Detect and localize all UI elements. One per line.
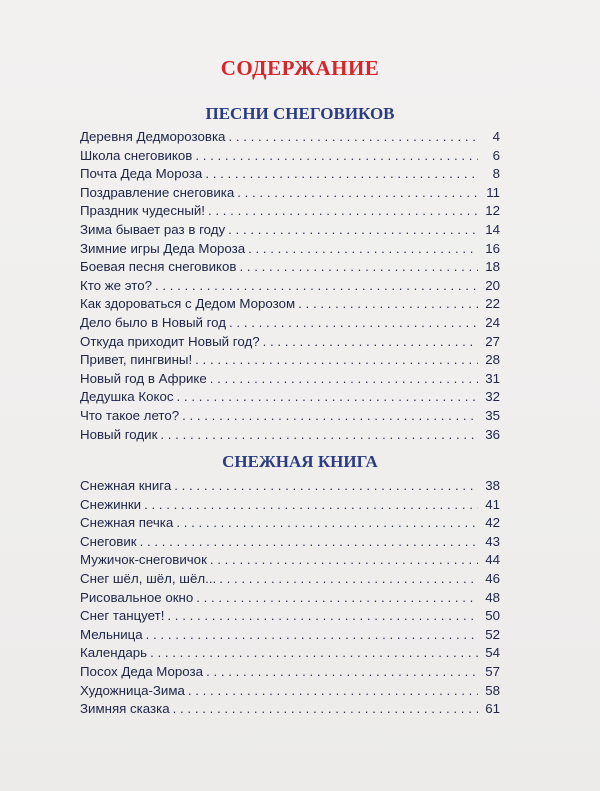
toc-entry-title: Календарь bbox=[80, 645, 148, 661]
toc-entry-page-number: 48 bbox=[485, 589, 500, 605]
dot-leader bbox=[196, 589, 478, 608]
toc-entry bbox=[80, 477, 500, 496]
toc-entry bbox=[80, 589, 500, 608]
dot-leader bbox=[298, 295, 478, 314]
dot-leader bbox=[160, 426, 478, 445]
toc-list-songs bbox=[80, 128, 500, 444]
toc-entry-page-number: 27 bbox=[485, 333, 500, 349]
toc-entry-page-number: 38 bbox=[485, 478, 500, 493]
dot-leader bbox=[239, 258, 478, 277]
toc-entry-page-number: 32 bbox=[485, 389, 500, 405]
toc-entry-page-number: 28 bbox=[485, 352, 500, 368]
toc-entry-page-number: 58 bbox=[485, 682, 500, 698]
dot-leader bbox=[205, 165, 478, 184]
dot-leader bbox=[140, 533, 478, 552]
dot-leader bbox=[210, 370, 478, 389]
dot-leader bbox=[237, 184, 478, 203]
toc-entry-page-number: 46 bbox=[485, 570, 500, 586]
toc-entry bbox=[80, 700, 500, 719]
toc-entry bbox=[80, 221, 500, 240]
toc-entry-page-number: 11 bbox=[486, 184, 500, 200]
toc-entry bbox=[80, 184, 500, 203]
toc-entry bbox=[80, 682, 500, 701]
toc-entry-title: Поздравление снеговика bbox=[80, 184, 235, 200]
toc-entry-title: Школа снеговиков bbox=[80, 147, 193, 163]
page-title: СОДЕРЖАНИЕ bbox=[220, 56, 380, 80]
toc-entry bbox=[80, 277, 500, 296]
toc-entry-title: Зимняя сказка bbox=[80, 701, 170, 717]
dot-leader bbox=[219, 570, 478, 589]
toc-entry bbox=[80, 295, 500, 314]
toc-entry bbox=[80, 570, 500, 589]
dot-leader bbox=[210, 551, 478, 570]
toc-entry-title: Почта Деда Мороза bbox=[80, 166, 203, 182]
toc-entry-page-number: 14 bbox=[485, 221, 500, 237]
toc-entry-page-number: 52 bbox=[485, 626, 500, 642]
toc-entry-page-number: 50 bbox=[485, 608, 500, 624]
toc-entry-page-number: 57 bbox=[485, 663, 500, 679]
toc-entry bbox=[80, 533, 500, 552]
dot-leader bbox=[229, 314, 478, 333]
dot-leader bbox=[144, 496, 478, 515]
dot-leader bbox=[182, 407, 478, 426]
toc-entry-title: Боевая песня снеговиков bbox=[80, 259, 237, 275]
toc-entry-page-number: 36 bbox=[485, 426, 500, 442]
section-heading-songs: ПЕСНИ СНЕГОВИКОВ bbox=[205, 104, 395, 123]
toc-entry-title: Что такое лето? bbox=[80, 407, 180, 423]
dot-leader bbox=[248, 240, 478, 259]
toc-entry bbox=[80, 370, 500, 389]
dot-leader bbox=[177, 388, 478, 407]
toc-entry bbox=[80, 240, 500, 259]
toc-entry bbox=[80, 351, 500, 370]
toc-entry-title: Праздник чудесный! bbox=[80, 203, 206, 219]
dot-leader bbox=[146, 626, 478, 645]
toc-entry-title: Кто же это? bbox=[80, 277, 152, 293]
toc-entry-page-number: 8 bbox=[492, 166, 500, 182]
dot-leader bbox=[263, 333, 478, 352]
toc-entry bbox=[80, 607, 500, 626]
toc-entry-page-number: 6 bbox=[492, 147, 500, 163]
toc-entry-title: Мельница bbox=[80, 626, 143, 642]
toc-entry bbox=[80, 333, 500, 352]
toc-entry-page-number: 35 bbox=[485, 407, 500, 423]
toc-entry-title: Привет, пингвины! bbox=[80, 352, 193, 368]
toc-entry-page-number: 4 bbox=[492, 129, 500, 144]
toc-entry-title: Снег танцует! bbox=[80, 608, 165, 624]
toc-list-snow-book bbox=[80, 477, 500, 719]
toc-entry bbox=[80, 514, 500, 533]
toc-entry bbox=[80, 314, 500, 333]
dot-leader bbox=[228, 221, 478, 240]
toc-entry bbox=[80, 202, 500, 221]
toc-entry-title: Дело было в Новый год bbox=[80, 314, 227, 330]
toc-entry-title: Художница-Зима bbox=[80, 682, 185, 698]
toc-entry-title: Снежная книга bbox=[80, 478, 172, 493]
toc-entry-title: Снежинки bbox=[80, 496, 142, 512]
toc-entry bbox=[80, 407, 500, 426]
toc-entry-page-number: 20 bbox=[485, 277, 500, 293]
toc-entry bbox=[80, 165, 500, 184]
dot-leader bbox=[155, 277, 478, 296]
toc-entry bbox=[80, 663, 500, 682]
toc-entry-title: Снеговик bbox=[80, 533, 137, 549]
toc-entry-title: Посох Деда Мороза bbox=[80, 663, 204, 679]
dot-leader bbox=[208, 202, 478, 221]
toc-entry-page-number: 44 bbox=[485, 552, 500, 568]
toc-entry-title: Деревня Дедморозовка bbox=[80, 129, 226, 144]
toc-entry-title: Как здороваться с Дедом Морозом bbox=[80, 296, 296, 312]
toc-entry-page-number: 16 bbox=[485, 240, 500, 256]
dot-leader bbox=[167, 607, 478, 626]
toc-entry bbox=[80, 388, 500, 407]
toc-entry-page-number: 61 bbox=[485, 701, 500, 717]
toc-entry-title: Дедушка Кокос bbox=[80, 389, 174, 405]
toc-entry bbox=[80, 551, 500, 570]
toc-entry-title: Снег шёл, шёл, шёл... bbox=[80, 570, 217, 586]
toc-entry bbox=[80, 426, 500, 445]
toc-entry-page-number: 12 bbox=[485, 203, 500, 219]
dot-leader bbox=[228, 128, 478, 147]
toc-entry-title: Мужичок-снеговичок bbox=[80, 552, 207, 568]
dot-leader bbox=[195, 147, 478, 166]
toc-entry-title: Снежная печка bbox=[80, 515, 174, 531]
toc-entry-title: Зима бывает раз в году bbox=[80, 221, 226, 237]
toc-entry bbox=[80, 626, 500, 645]
dot-leader bbox=[174, 477, 478, 496]
dot-leader bbox=[173, 700, 478, 719]
toc-entry-page-number: 22 bbox=[485, 296, 500, 312]
toc-entry-title: Зимние игры Деда Мороза bbox=[80, 240, 246, 256]
toc-entry-page-number: 31 bbox=[485, 370, 500, 386]
toc-entry bbox=[80, 147, 500, 166]
toc-entry bbox=[80, 258, 500, 277]
toc-entry-page-number: 24 bbox=[485, 314, 500, 330]
toc-entry-page-number: 18 bbox=[485, 259, 500, 275]
section-heading-snow-book: СНЕЖНАЯ КНИГА bbox=[222, 452, 378, 471]
dot-leader bbox=[188, 682, 478, 701]
toc-entry-page-number: 43 bbox=[485, 533, 500, 549]
dot-leader bbox=[176, 514, 478, 533]
toc-entry-title: Рисовальное окно bbox=[80, 589, 194, 605]
toc-entry-title: Откуда приходит Новый год? bbox=[80, 333, 260, 349]
dot-leader bbox=[195, 351, 478, 370]
toc-entry bbox=[80, 496, 500, 515]
toc-entry-title: Новый годик bbox=[80, 426, 158, 442]
toc-entry-page-number: 42 bbox=[485, 515, 500, 531]
dot-leader bbox=[206, 663, 478, 682]
toc-entry bbox=[80, 128, 500, 147]
dot-leader bbox=[150, 644, 478, 663]
toc-entry-title: Новый год в Африке bbox=[80, 370, 207, 386]
toc-entry-page-number: 54 bbox=[485, 645, 500, 661]
toc-entry bbox=[80, 644, 500, 663]
toc-entry-page-number: 41 bbox=[485, 496, 500, 512]
